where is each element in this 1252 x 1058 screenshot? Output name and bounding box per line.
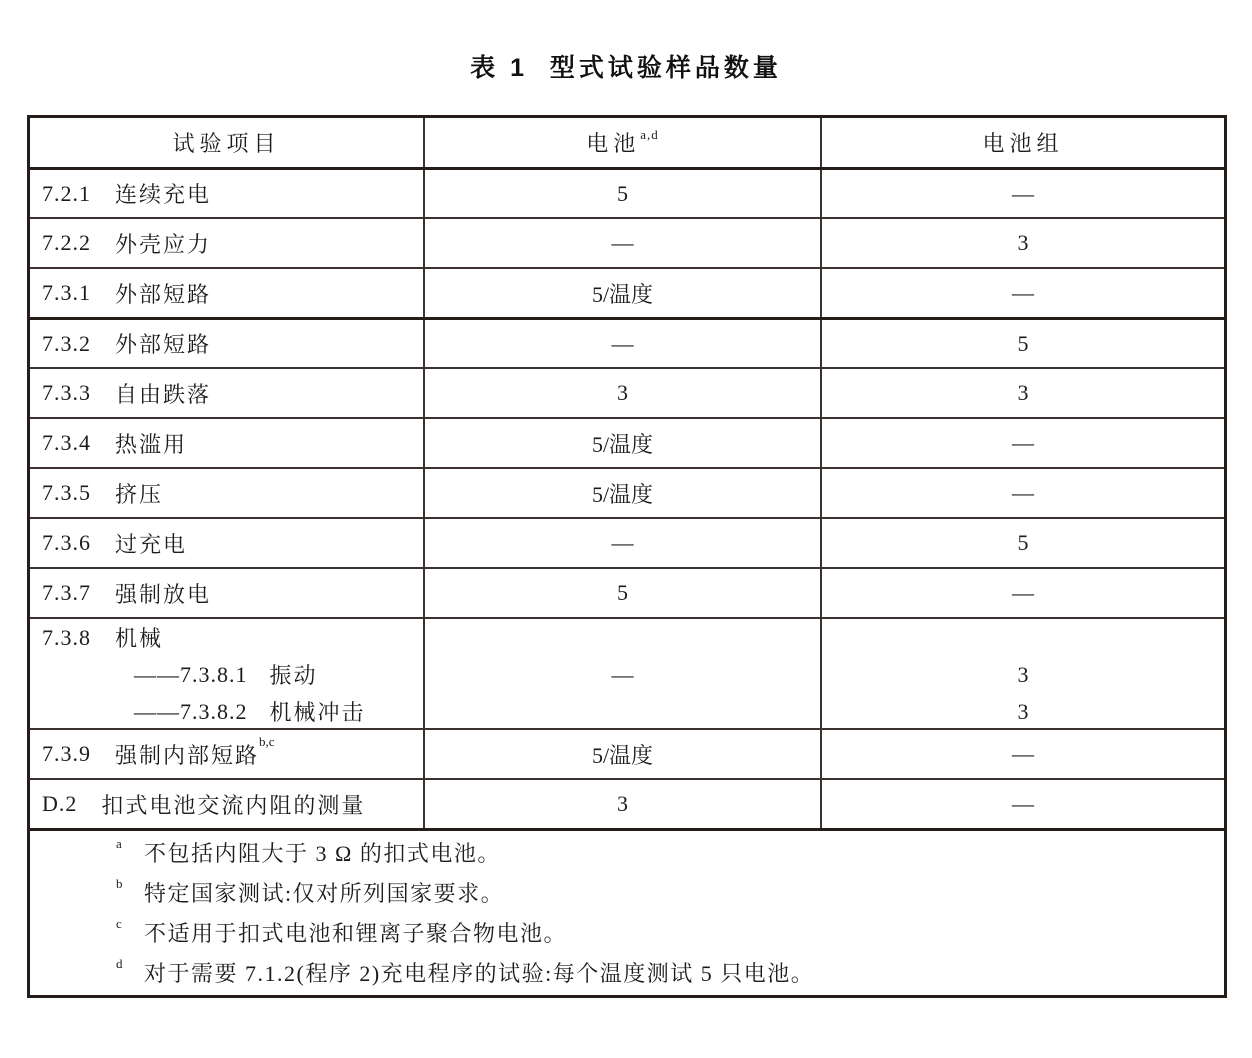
mechanical-sub-item (134, 693, 423, 728)
cell-count: 5 (425, 170, 822, 217)
pack-count: 5 (1017, 330, 1029, 356)
test-item-name: 热滥用 (115, 431, 188, 457)
pack-count-column (822, 619, 1224, 728)
sub-clause-number: ——7.3.8.2 (134, 698, 248, 724)
clause-number: 7.3.6 (42, 530, 91, 555)
footnote-text: 对于需要 7.1.2(程序 2)充电程序的试验:每个温度测试 5 只电池。 (144, 960, 815, 986)
cell-count-column (425, 619, 822, 728)
header-test-item-label: 试验项目 (172, 131, 281, 156)
cell-count: 5/温度 (425, 730, 822, 778)
sub-item-name: 机械冲击 (269, 700, 366, 725)
clause-number: D.2 (42, 791, 78, 816)
cell-count: 5/温度 (425, 469, 822, 517)
table-row (30, 267, 1224, 317)
test-item-cell (30, 170, 425, 217)
table-title: 表 1 型式试验样品数量 (470, 54, 782, 82)
test-item-name: 外壳应力 (115, 231, 212, 257)
header-cell-column (425, 118, 822, 167)
test-item-name: 过充电 (115, 531, 188, 557)
pack-count: 3 (1017, 380, 1029, 405)
clause-number: 7.3.9 (42, 741, 91, 766)
test-item-cell (30, 730, 425, 778)
cell-count: — (425, 320, 822, 367)
header-test-item (30, 118, 425, 167)
test-item-cell (30, 780, 425, 828)
clause-number: 7.3.3 (42, 380, 91, 405)
footnote-marker: d (116, 956, 123, 971)
test-item-cell (30, 519, 425, 567)
clause-number: 7.2.1 (42, 180, 91, 206)
table-row (30, 417, 1224, 467)
test-item-name: 连续充电 (115, 182, 212, 207)
footnote-marker: c (116, 916, 122, 931)
footnote (116, 872, 1204, 912)
test-item-cell (30, 419, 425, 467)
footnotes-section (30, 828, 1224, 995)
test-item-name: 外部短路 (115, 281, 212, 307)
test-item-name: 外部短路 (115, 332, 212, 357)
pack-count-spacer (822, 619, 1224, 656)
table-row (30, 567, 1224, 617)
clause-number: 7.3.2 (42, 330, 91, 356)
pack-count: 3 (1017, 698, 1029, 724)
test-item-name: 扣式电池交流内阻的测量 (101, 792, 366, 818)
cell-count: 5 (425, 569, 822, 617)
cell-count: 3 (425, 780, 822, 828)
table-row (30, 778, 1224, 828)
clause-number: 7.3.7 (42, 580, 91, 605)
table-row (30, 517, 1224, 567)
table-row (30, 217, 1224, 267)
sub-clause-number: ——7.3.8.1 (134, 661, 248, 687)
table-row (30, 467, 1224, 517)
test-item-name: 机械 (115, 626, 164, 651)
pack-count: 5 (1017, 530, 1029, 555)
cell-count: — (611, 661, 634, 687)
cell-count (425, 693, 820, 728)
cell-count: 5/温度 (425, 269, 822, 317)
pack-count: 3 (1017, 230, 1029, 255)
pack-count: — (1012, 580, 1034, 605)
pack-count: — (1012, 480, 1034, 505)
footnote-text: 特定国家测试:仅对所列国家要求。 (144, 880, 505, 906)
cell-count: 3 (425, 369, 822, 417)
footnote (116, 952, 1204, 992)
footnote-ref: b,c (259, 734, 275, 750)
table-row (30, 367, 1224, 417)
test-item-cell (30, 619, 425, 728)
cell-count-spacer (425, 619, 820, 656)
clause-number: 7.3.4 (42, 430, 91, 455)
footnote-marker: b (116, 876, 123, 891)
test-item-cell (30, 569, 425, 617)
test-item-cell (30, 369, 425, 417)
test-item-cell (30, 269, 425, 317)
header-pack-column (822, 118, 1224, 167)
cell-count: — (425, 219, 822, 267)
test-item-name: 强制放电 (115, 581, 212, 607)
pack-count: — (1012, 280, 1034, 305)
clause-number: 7.3.8 (42, 624, 91, 650)
test-item-cell (30, 320, 425, 367)
cell-count: 5/温度 (425, 419, 822, 467)
sub-item-name: 振动 (269, 663, 318, 688)
footnote-text: 不适用于扣式电池和锂离子聚合物电池。 (144, 920, 568, 946)
test-item-name: 强制内部短路$^{b,c}$ (115, 734, 275, 768)
pack-count: 3 (1017, 661, 1029, 687)
mechanical-sub-item (134, 656, 423, 693)
table-row-mechanical (30, 617, 1224, 728)
pack-count: — (1012, 791, 1034, 816)
footnote-text: 不包括内阻大于 3 Ω 的扣式电池。 (144, 840, 501, 866)
clause-number: 7.3.1 (42, 280, 91, 305)
test-item-name: 自由跌落 (115, 381, 212, 407)
table-row (30, 317, 1224, 367)
clause-number: 7.3.5 (42, 480, 91, 505)
footnote (116, 832, 1204, 872)
header-cell-footnote-ref: a,d (640, 126, 659, 142)
header-cell-label: 电池 (586, 131, 641, 156)
test-item-cell (30, 219, 425, 267)
table-row (30, 728, 1224, 778)
footnote (116, 912, 1204, 952)
clause-number: 7.2.2 (42, 230, 91, 255)
header-pack-label: 电池组 (982, 131, 1064, 156)
test-item-name: 挤压 (115, 481, 164, 507)
cell-count: — (425, 519, 822, 567)
pack-count: — (1012, 180, 1034, 206)
footnote-marker: a (116, 836, 122, 851)
type-test-sample-table (27, 115, 1227, 998)
table-header-row (30, 118, 1224, 167)
test-item-cell (30, 469, 425, 517)
pack-count: — (1012, 430, 1034, 455)
mechanical-heading (42, 619, 423, 656)
table-row (30, 167, 1224, 217)
pack-count: — (1012, 741, 1034, 766)
